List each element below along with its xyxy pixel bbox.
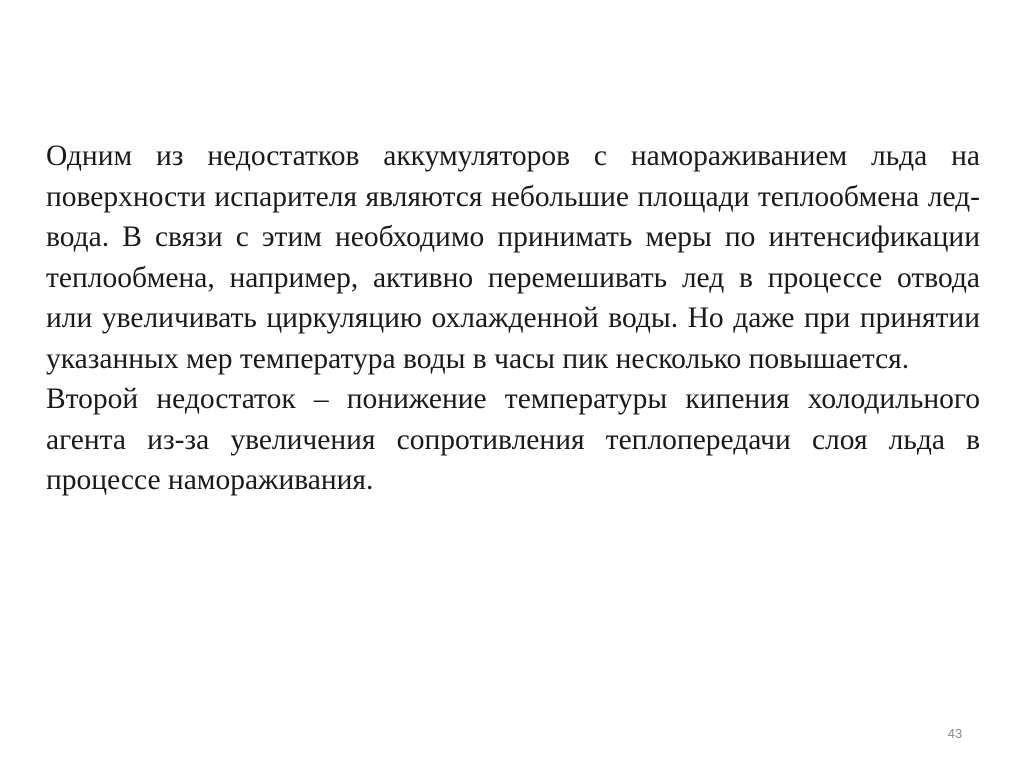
paragraph-first-disadvantage: Одним из недостатков аккумуляторов с намораживанием льда на поверхности испарителя являются небольшие площади теплообмена лед-вода. В связи с этим необходимо принимать меры по интенсификации теплообмена, например, активно перемешивать лед в процессе отвода или увеличивать циркуляцию охлажденной воды. Но даже при принятии указанных мер температура воды в часы пик несколько повышается. bbox=[46, 140, 980, 375]
page-number: 43 bbox=[947, 726, 963, 741]
paragraph-second-disadvantage: Второй недостаток – понижение температуры кипения холодильного агента из-за увеличения сопротивления теплопередачи слоя льда в процессе намораживания. bbox=[46, 383, 980, 496]
slide-body bbox=[46, 136, 980, 501]
